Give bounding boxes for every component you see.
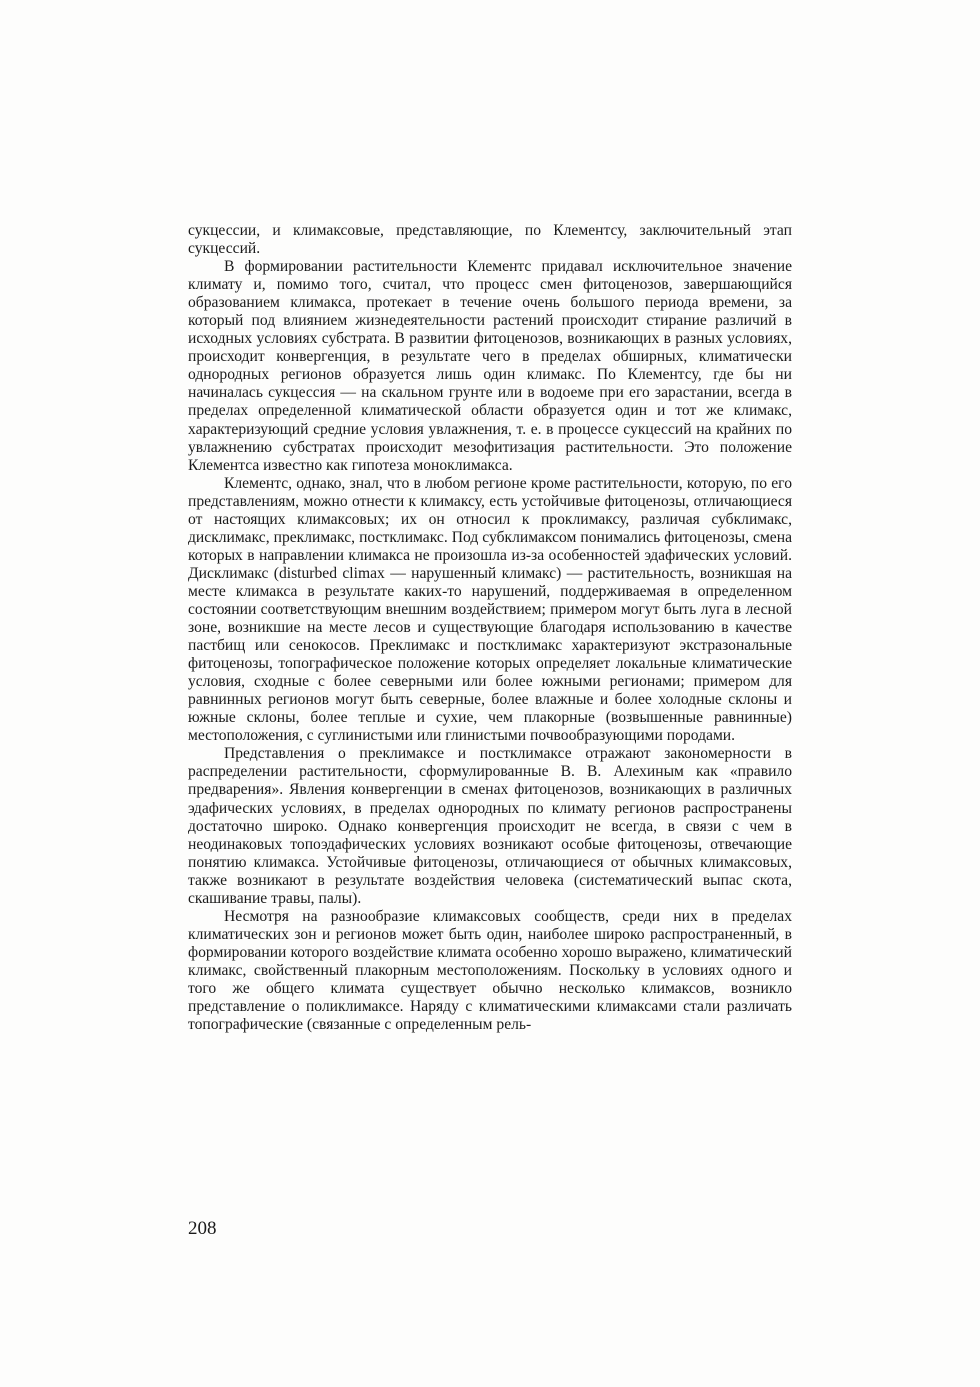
paragraph-proclimax: Клементс, однако, знал, что в любом регионе кроме растительности, которую, по его представлениям, можно отнести к климаксу, есть устойчивые фитоценозы, отличающиеся от настоящих климаксовых; их он относил к проклимаксу, различая субклимакс, дисклимакс, преклимакс, постклимакс. Под субклимаксом понимались фитоценозы, смена которых в направлении климакса не произошла из-за особенностей эдафических условий. Дисклимакс (disturbed climax — нарушенный климакс) — растительность, возникшая на месте климакса в результате каких-то нарушений, поддерживаемая в определенном состоянии соответствующим внешним воздействием; примером могут быть луга в лесной зоне, возникшие на месте лесов и существующие благодаря использованию в качестве пастбищ или сенокосов. Преклимакс и постклимакс характеризуют экстразональные фитоценозы, топографическое положение которых определяет локальные климатические условия, сходные с более северными или более южными регионами; примером для равнинных регионов могут быть северные, более влажные и более холодные склоны и южные склоны, более теплые и сухие, чем плакорные (возвышенные равнинные) местоположения, с суглинистыми или глинистыми почвообразующими породами. (188, 474, 792, 745)
paragraph-continuation: сукцессии, и климаксовые, представляющие, по Клементсу, заключительный этап сукцессий. (188, 222, 792, 258)
body-text (188, 222, 792, 1034)
paragraph-preclimax-postclimax: Представления о преклимаксе и постклимаксе отражают закономерности в распределении растительности, сформулированные В. В. Алехиным как «правило предварения». Явления конвергенции в сменах фитоценозов, возникающих в различных эдафических условиях, в пределах однородных по климату регионов распространены достаточно широко. Однако конвергенция происходит не всегда, в связи с чем в неодинаковых топоэдафических условиях возникают особые фитоценозы, отвечающие понятию климакса. Устойчивые фитоценозы, отличающиеся от обычных климаксовых, также возникают в результате воздействия человека (систематический выпас скота, скашивание травы, палы). (188, 745, 792, 907)
paragraph-polyclimax: Несмотря на разнообразие климаксовых сообществ, среди них в пределах климатических зон и регионов может быть один, наиболее широко распространенный, в формировании которого воздействие климата особенно хорошо выражено, климатический климакс, свойственный плакорным местоположениям. Поскольку в условиях одного и того же общего климата существует обычно несколько климаксов, возникло представление о поликлимаксе. Наряду с климатическими климаксами стали различать топографические (связанные с определенным рель- (188, 907, 792, 1034)
page-number: 208 (188, 1218, 217, 1239)
paragraph-climate-monoclimax: В формировании растительности Клементс придавал исключительное значение климату и, помимо того, считал, что процесс смен фитоценозов, завершающийся образованием климакса, протекает в течение очень большого периода времени, за который под влиянием жизнедеятельности растений происходит стирание различий в исходных условиях субстрата. В развитии фитоценозов, возникающих в разных условиях, происходит конвергенция, в результате чего в пределах обширных, климатически однородных регионов образуется лишь один климакс. По Клементсу, где бы ни начиналась сукцессия — на скальном грунте или в водоеме при его зарастании, всегда в пределах определенной климатической области образуется один и тот же климакс, характеризующий средние условия увлажнения, т. е. в процессе сукцессий на крайних по увлажнению субстратах происходит мезофитизация растительности. Это положение Клементса известно как гипотеза моноклимакса. (188, 258, 792, 474)
